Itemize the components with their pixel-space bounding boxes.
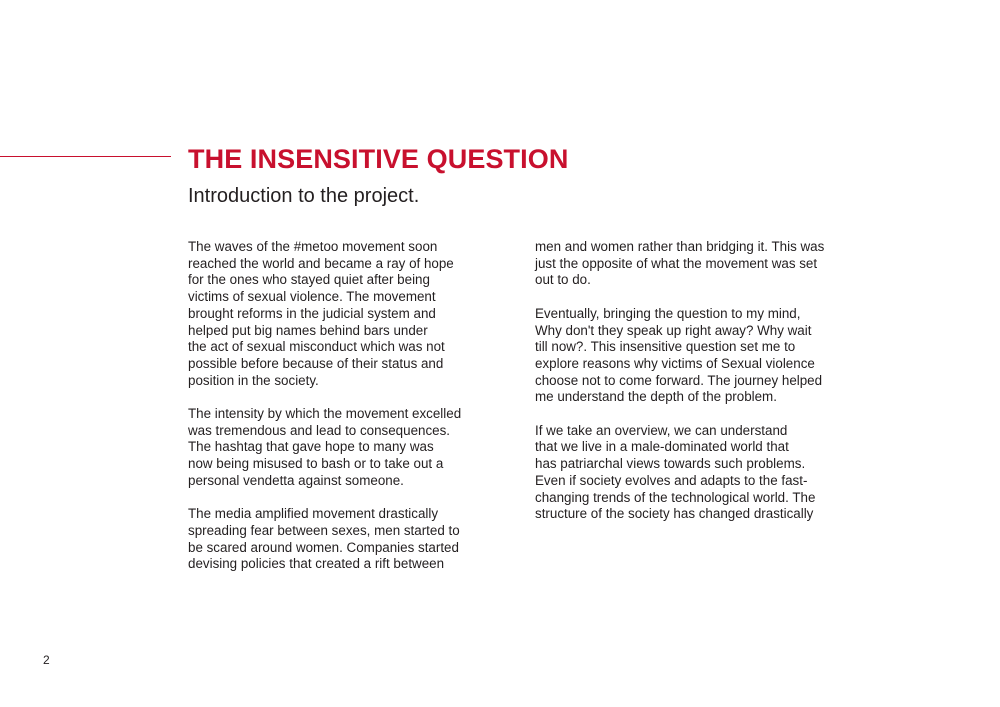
page-title: THE INSENSITIVE QUESTION <box>188 144 569 174</box>
paragraph-line: out to do. <box>535 272 591 288</box>
paragraph-line: The media amplified movement drastically <box>188 506 439 522</box>
paragraph-line: position in the society. <box>188 372 319 388</box>
paragraph-line: Even if society evolves and adapts to the fast- <box>535 472 808 488</box>
paragraph-line: devising policies that created a rift between <box>188 556 445 572</box>
paragraph-line: The intensity by which the movement excelled <box>188 406 462 422</box>
body-paragraph <box>535 423 855 523</box>
paragraph-line: choose not to come forward. The journey helped <box>535 372 823 388</box>
paragraph-line: just the opposite of what the movement was set <box>535 255 818 271</box>
paragraph-line: that we live in a male-dominated world that <box>535 439 789 455</box>
text-column-right <box>535 239 855 540</box>
paragraph-line: victims of sexual violence. The movement <box>188 289 436 305</box>
paragraph-line: for the ones who stayed quiet after being <box>188 272 430 288</box>
paragraph-line: personal vendetta against someone. <box>188 472 404 488</box>
paragraph-line: The waves of the #metoo movement soon <box>188 239 438 254</box>
paragraph-line: me understand the depth of the problem. <box>535 389 777 405</box>
paragraph-line: If we take an overview, we can understand <box>535 422 788 438</box>
paragraph-line: the act of sexual misconduct which was not <box>188 339 445 355</box>
body-paragraph <box>188 406 508 490</box>
paragraph-line: possible before because of their status and <box>188 355 444 371</box>
paragraph-line: has patriarchal views towards such problems. <box>535 456 806 472</box>
paragraph-line: spreading fear between sexes, men started to <box>188 522 460 538</box>
body-paragraph <box>535 306 855 406</box>
body-paragraph <box>188 239 508 389</box>
paragraph-line: Eventually, bringing the question to my mind, <box>535 305 801 321</box>
paragraph-line: Why don't they speak up right away? Why wait <box>535 322 812 338</box>
page-number: 2 <box>43 653 50 667</box>
paragraph-line: be scared around women. Companies started <box>188 539 459 555</box>
paragraph-line: till now?. This insensitive question set me to <box>535 339 796 355</box>
title-accent-rule <box>0 156 171 157</box>
paragraph-line: The hashtag that gave hope to many was <box>188 439 434 455</box>
paragraph-line: structure of the society has changed drastically <box>535 506 814 522</box>
text-column-left <box>188 239 508 590</box>
body-paragraph <box>188 506 508 573</box>
paragraph-line: now being misused to bash or to take out a <box>188 456 444 472</box>
page-subtitle: Introduction to the project. <box>188 185 420 207</box>
paragraph-line: reached the world and became a ray of hope <box>188 255 454 271</box>
paragraph-line: changing trends of the technological world. The <box>535 489 816 505</box>
paragraph-line: brought reforms in the judicial system and <box>188 305 436 321</box>
paragraph-line: helped put big names behind bars under <box>188 322 428 338</box>
paragraph-line: was tremendous and lead to consequences. <box>188 422 451 438</box>
paragraph-line: men and women rather than bridging it. This was <box>535 239 825 254</box>
paragraph-line: explore reasons why victims of Sexual violence <box>535 355 815 371</box>
body-paragraph <box>535 239 855 289</box>
